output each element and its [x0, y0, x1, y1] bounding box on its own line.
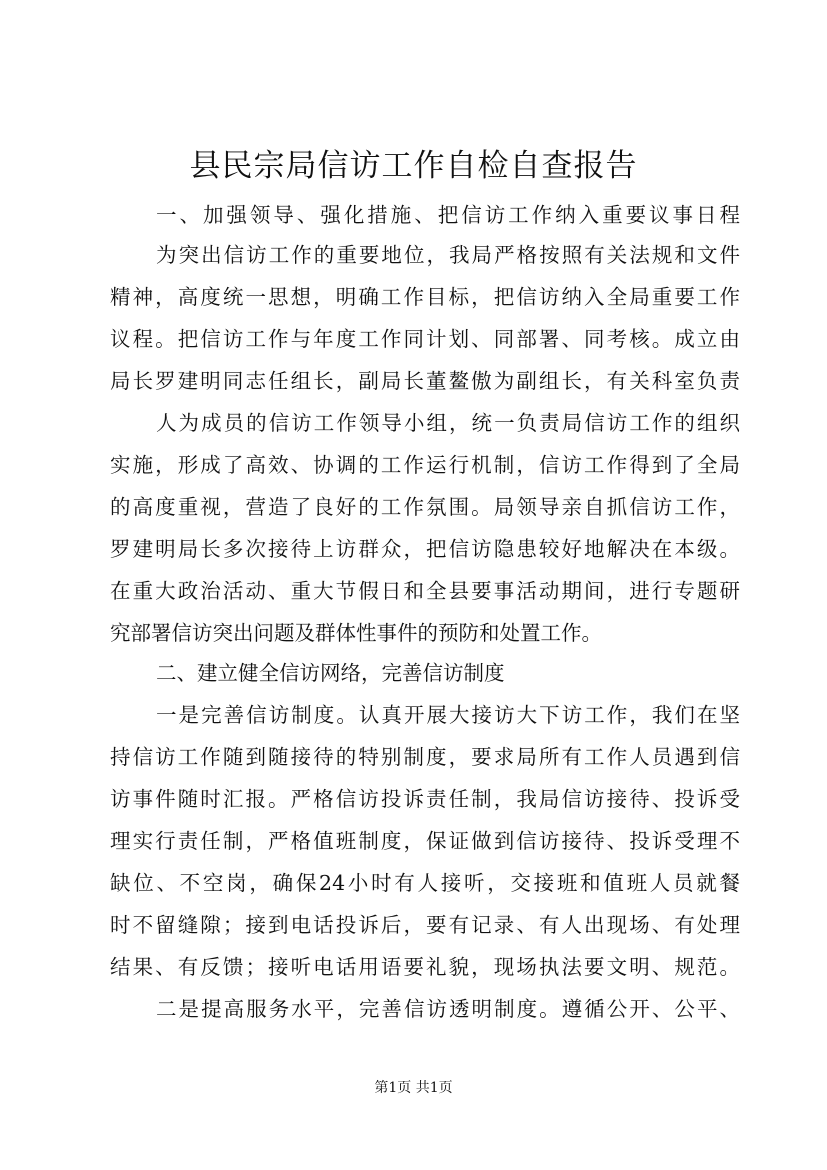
paragraph-line: 访事件随时汇报。严格信访投诉责任制，我局信访接待、投诉受 [110, 787, 740, 811]
paragraph-line: 局长罗建明同志任组长，副局长董鳌傲为副组长，有关科室负责 [110, 369, 740, 393]
paragraph-line: 精神，高度统一思想，明确工作目标，把信访纳入全局重要工作 [110, 285, 740, 309]
paragraph-line: 在重大政治活动、重大节假日和全县要事活动期间，进行专题研 [110, 579, 740, 603]
paragraph-line: 人为成员的信访工作领导小组，统一负责局信访工作的组织 [156, 411, 740, 435]
paragraph-line: 为突出信访工作的重要地位，我局严格按照有关法规和文件 [156, 243, 740, 267]
paragraph-line: 的高度重视，营造了良好的工作氛围。局领导亲自抓信访工作， [110, 495, 740, 519]
paragraph-line: 理实行责任制，严格值班制度，保证做到信访接待、投诉受理不 [110, 829, 740, 853]
paragraph-line: 一是完善信访制度。认真开展大接访大下访工作，我们在坚 [156, 703, 740, 727]
paragraph-line: 结果、有反馈；接听电话用语要礼貌，现场执法要文明、规范。 [110, 955, 740, 979]
document-title: 县民宗局信访工作自检自查报告 [189, 148, 638, 184]
paragraph-line: 时不留缝隙；接到电话投诉后，要有记录、有人出现场、有处理 [110, 913, 740, 937]
page-footer: 第1页 共1页 [374, 1080, 453, 1096]
section-heading-1: 一、加强领导、强化措施、把信访工作纳入重要议事日程 [156, 203, 740, 227]
paragraph-line: 究部署信访突出问题及群体性事件的预防和处置工作。 [110, 621, 602, 645]
paragraph-line: 缺位、不空岗，确保24小时有人接听，交接班和值班人员就餐 [110, 871, 740, 895]
paragraph-line: 二是提高服务水平，完善信访透明制度。遵循公开、公平、 [156, 997, 740, 1021]
paragraph-line: 罗建明局长多次接待上访群众，把信访隐患较好地解决在本级。 [110, 537, 740, 561]
paragraph-line: 持信访工作随到随接待的特别制度，要求局所有工作人员遇到信 [110, 745, 740, 769]
section-heading-2: 二、建立健全信访网络，完善信访制度 [156, 661, 505, 685]
paragraph-line: 议程。把信访工作与年度工作同计划、同部署、同考核。成立由 [110, 327, 740, 351]
paragraph-line: 实施，形成了高效、协调的工作运行机制，信访工作得到了全局 [110, 453, 740, 477]
